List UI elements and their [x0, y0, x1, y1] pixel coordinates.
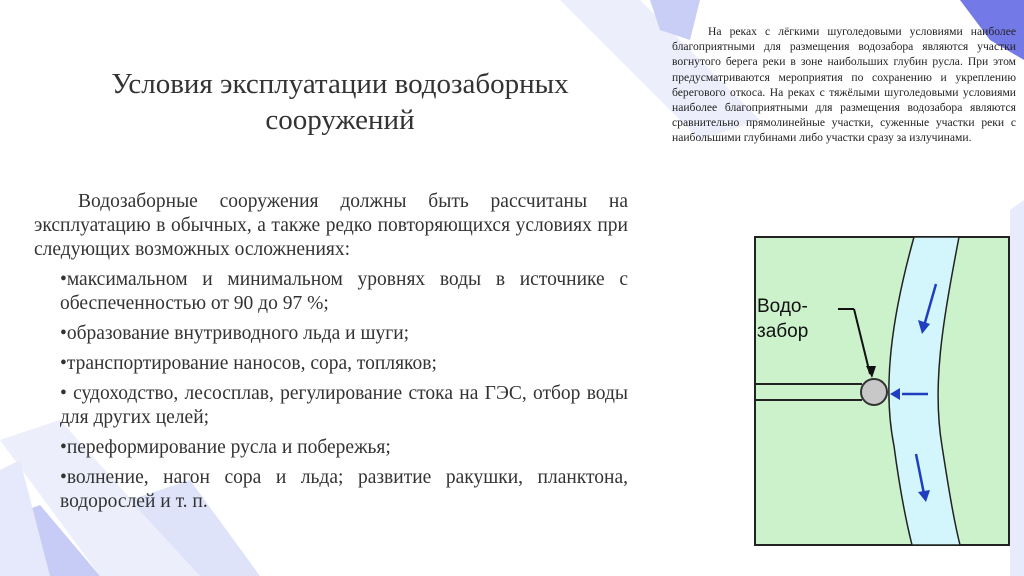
list-item: • максимальном и минимальном уровнях воды в источнике с обеспеченностью от 90 до 97 %; [60, 268, 628, 316]
main-text-block [34, 190, 628, 520]
right-edge-stripe [1010, 200, 1024, 576]
list-item: • образование внутриводного льда и шуги; [60, 322, 628, 346]
side-note-paragraph: На реках с лёгкими шуголедовыми условиями наиболее благоприятными для размещения водозабора являются участки вогнутого берега реки в зоне наибольших глубин русла. При этом предусматриваются мероприятия по сохранению и укреплению берегового откоса. На реках с тяжёлыми шуголедовыми условиями наиболее благоприятными для размещения водозабора являются сравнительно прямолинейные участки, суженные участки реки с наибольшими глубинами либо участки сразу за излучинами. [672, 25, 1016, 145]
intake-circle [861, 379, 887, 405]
list-item: • судоходство, лесосплав, регулирование стока на ГЭС, отбор воды для других целей; [60, 382, 628, 430]
intake-label [757, 294, 827, 344]
list-item: • транспортирование наносов, сора, топляков; [60, 352, 628, 376]
intro-paragraph: Водозаборные сооружения должны быть рассчитаны на эксплуатацию в обычных, а также редко повторяющихся условиях при следующих возможных осложнениях: [34, 191, 628, 260]
intake-diagram [754, 236, 1010, 546]
list-item: • переформирование русла и побережья; [60, 436, 628, 460]
intake-label-line1: Водо- [757, 296, 808, 317]
slide-title: Условия эксплуатации водозаборных сооружений [111, 68, 569, 136]
list-item: • волнение, нагон сора и льда; развитие ракушки, планктона, водорослей и т. п. [60, 466, 628, 514]
intake-label-line2: забор [757, 321, 809, 342]
complications-list [34, 268, 628, 514]
